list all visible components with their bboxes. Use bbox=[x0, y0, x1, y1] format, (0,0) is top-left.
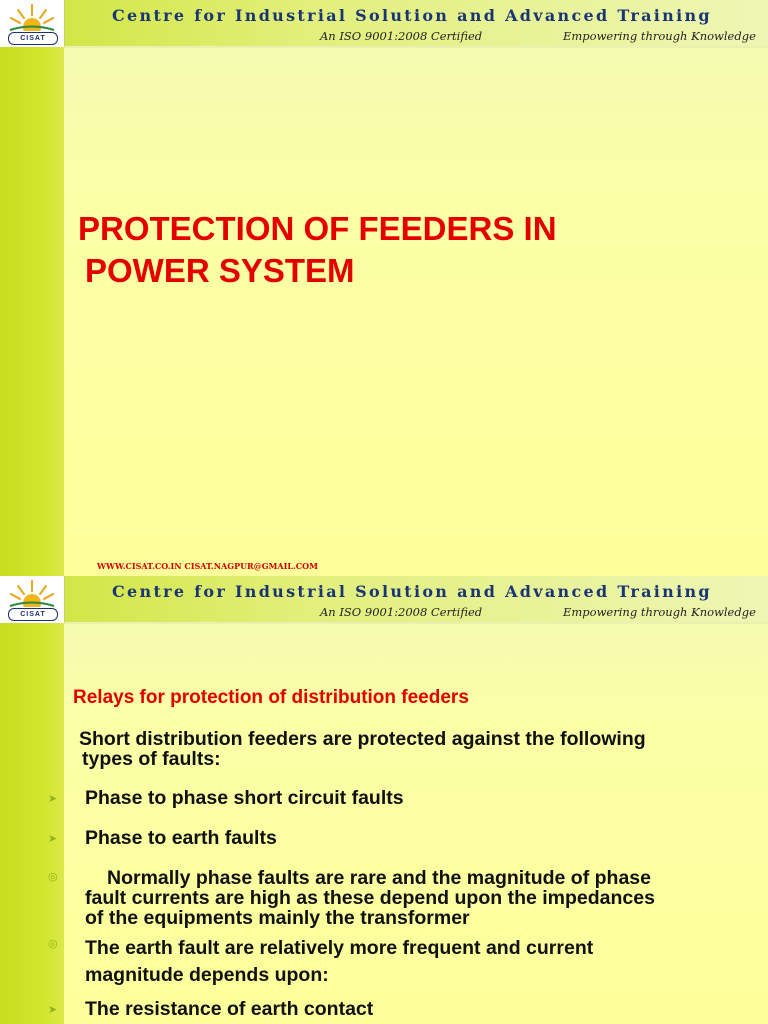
header-divider bbox=[64, 622, 768, 624]
list-item-text: Phase to earth faults bbox=[85, 827, 277, 849]
logo bbox=[0, 576, 65, 623]
intro-line-2: types of faults: bbox=[82, 748, 221, 770]
section-heading: Relays for protection of distribution feeders bbox=[73, 687, 469, 708]
intro-paragraph bbox=[79, 729, 739, 769]
arrow-bullet-icon: ➤ bbox=[48, 833, 58, 845]
title-line-1: PROTECTION OF FEEDERS IN bbox=[78, 210, 557, 247]
list-item-text: The resistance of earth contact bbox=[85, 998, 374, 1020]
para-line-2: fault currents are high as these depend upon the impedances bbox=[85, 887, 655, 909]
org-name: Centre for Industrial Solution and Advanced Training bbox=[112, 582, 712, 601]
logo-text: CISAT bbox=[8, 32, 58, 45]
side-bar bbox=[0, 0, 64, 576]
slide-title bbox=[78, 208, 718, 292]
header-divider bbox=[64, 46, 768, 48]
certification-text: An ISO 9001:2008 Certified bbox=[320, 605, 483, 619]
contact-footer: WWW.CISAT.CO.IN CISAT.NAGPUR@GMAIL.COM bbox=[97, 561, 318, 571]
ring-bullet-icon: ◎ bbox=[48, 871, 58, 883]
motto-text: Empowering through Knowledge bbox=[563, 29, 756, 43]
para-line-1: Normally phase faults are rare and the magnitude of phase bbox=[107, 867, 651, 889]
certification-text: An ISO 9001:2008 Certified bbox=[320, 29, 483, 43]
logo bbox=[0, 0, 65, 47]
intro-line-1: Short distribution feeders are protected against the following bbox=[79, 728, 646, 750]
earth-fault-paragraph bbox=[85, 935, 725, 989]
arrow-bullet-icon: ➤ bbox=[48, 793, 58, 805]
org-name: Centre for Industrial Solution and Advanced Training bbox=[112, 6, 712, 25]
sun-icon bbox=[8, 3, 56, 31]
arrow-bullet-icon: ➤ bbox=[48, 1004, 58, 1016]
phase-fault-paragraph bbox=[85, 868, 725, 928]
motto-text: Empowering through Knowledge bbox=[563, 605, 756, 619]
ring-bullet-icon: ◎ bbox=[48, 938, 58, 950]
para-line-1: The earth fault are relatively more frequent and current bbox=[85, 937, 594, 959]
sun-icon bbox=[8, 579, 56, 607]
list-item-text: Phase to phase short circuit faults bbox=[85, 787, 404, 809]
para-line-3: of the equipments mainly the transformer bbox=[85, 907, 470, 929]
para-line-2: magnitude depends upon: bbox=[85, 964, 329, 986]
logo-text: CISAT bbox=[8, 608, 58, 621]
title-line-2: POWER SYSTEM bbox=[85, 252, 355, 289]
content-slide bbox=[0, 576, 768, 1024]
